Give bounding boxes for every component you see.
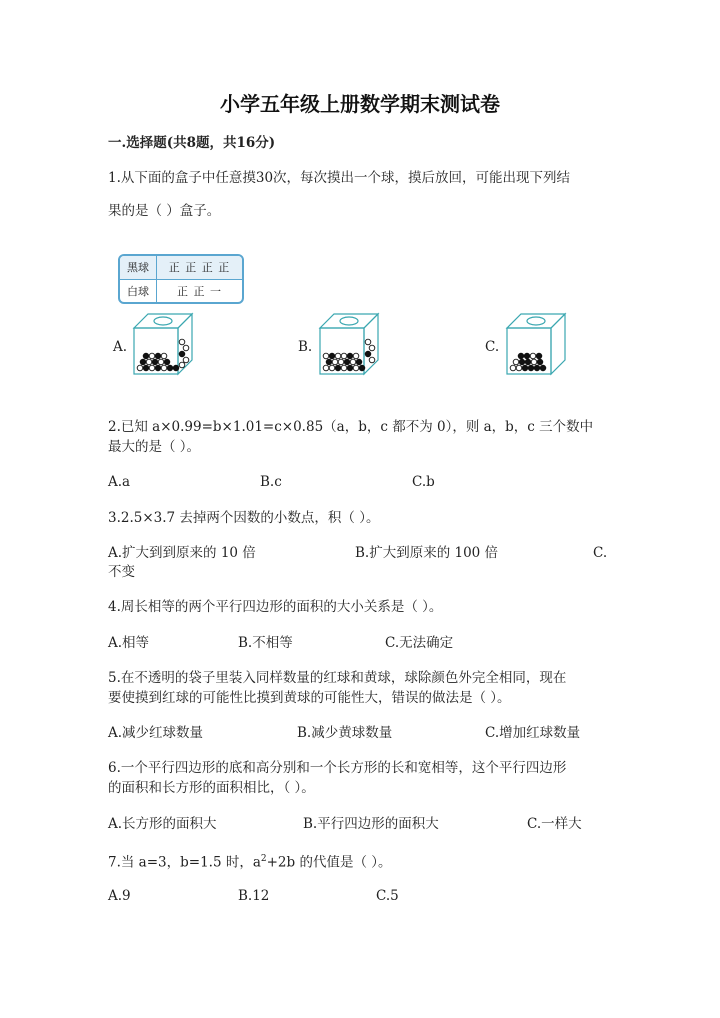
black-ball [143,365,149,371]
option-a[interactable]: A. [113,339,128,355]
white-ball [323,365,329,371]
option-a[interactable]: A.扩大到到原来的 10 倍 [108,545,256,561]
tally-label: 黑球 [120,256,157,279]
black-ball [326,359,332,365]
option-a[interactable]: A.a [108,474,131,490]
option-a[interactable]: A.相等 [108,635,150,651]
black-ball [540,365,546,371]
black-ball [534,365,540,371]
white-ball [516,365,522,371]
white-ball [329,365,335,371]
option-c-text[interactable]: 不变 [108,564,135,580]
white-ball [338,359,344,365]
white-ball [149,353,155,359]
white-ball [353,365,359,371]
box-hole [340,317,358,325]
box-top [320,314,378,328]
black-ball [528,365,534,371]
black-ball [519,359,525,365]
option-c[interactable]: C.增加红球数量 [485,725,581,741]
black-ball [365,351,371,357]
white-ball [341,365,347,371]
black-ball [167,365,173,371]
ball-box-a-image [132,312,194,376]
ball-box-b-image [318,312,380,376]
black-ball [155,365,161,371]
black-ball [335,365,341,371]
tally-marks: 正 正 一 [177,285,222,298]
white-ball [158,359,164,365]
white-ball [146,359,152,365]
white-ball [149,365,155,371]
question-5-text: 5.在不透明的袋子里装入同样数量的红球和黄球，球除颜色外完全相同，现在 [108,670,567,686]
box-side [551,314,565,374]
white-ball [137,365,143,371]
black-ball [164,359,170,365]
option-b[interactable]: B.扩大到原来的 100 倍 [355,545,499,561]
ball-box-c-image [505,312,567,376]
question-6-text: 6.一个平行四边形的底和高分别和一个长方形的长和宽相等，这个平行四边形 [108,760,567,776]
option-c[interactable]: C.无法确定 [385,635,454,651]
box-top [507,314,565,328]
white-ball [513,359,519,365]
box-hole [154,317,172,325]
question-6-text: 的面积和长方形的面积相比，（ ）。 [108,780,315,796]
black-ball [347,365,353,371]
option-c[interactable]: C.一样大 [527,816,582,832]
black-ball [173,365,179,371]
tally-row-white [120,280,242,303]
white-ball [353,353,359,359]
box-hole [527,317,545,325]
option-c[interactable]: C. [485,339,500,355]
option-b[interactable]: B.平行四边形的面积大 [303,816,439,832]
white-ball [341,353,347,359]
q7-exponent: 2 [260,854,267,864]
option-a[interactable]: A.长方形的面积大 [108,816,217,832]
option-b[interactable]: B.12 [238,888,270,904]
black-ball [155,353,161,359]
black-ball [356,359,362,365]
white-ball [369,345,375,351]
white-ball [323,353,329,359]
option-b[interactable]: B.c [260,474,282,490]
question-5-text: 要使摸到红球的可能性比摸到黄球的可能性大，错误的做法是（ ）。 [108,690,511,706]
white-ball [530,353,536,359]
white-ball [179,339,185,345]
black-ball [536,353,542,359]
question-2-text: 最大的是（ ）。 [108,439,201,455]
black-ball [329,353,335,359]
option-b[interactable]: B.不相等 [238,635,293,651]
q7-text-pre: 7.当 a=3，b=1.5 时，a [108,854,261,871]
white-ball [350,359,356,365]
white-ball [161,353,167,359]
tally-label: 白球 [120,280,157,303]
black-ball [359,365,365,371]
white-ball [179,362,185,368]
white-ball [365,339,371,345]
black-ball [347,353,353,359]
question-1-text: 果的是（ ）盒子。 [108,203,221,219]
question-1-text: 1.从下面的盒子中任意摸30次，每次摸出一个球，摸后放回，可能出现下列结 [108,170,571,186]
option-c[interactable]: C. [593,545,608,561]
option-b[interactable]: B.减少黄球数量 [297,725,393,741]
option-a[interactable]: A.减少红球数量 [108,725,204,741]
option-a[interactable]: A.9 [108,888,131,904]
black-ball [143,353,149,359]
page-title: 小学五年级上册数学期末测试卷 [220,92,500,116]
white-ball [335,353,341,359]
option-b[interactable]: B. [298,339,313,355]
question-2-text: 2.已知 a×0.99=b×1.01=c×0.85（a，b，c 都不为 0），则 a，b，c 三个数中 [108,419,594,435]
black-ball [537,359,543,365]
tally-row-black [120,256,242,280]
option-c[interactable]: C.b [412,474,435,490]
black-ball [518,353,524,359]
white-ball [332,359,338,365]
white-ball [510,365,516,371]
box-top [134,314,192,328]
white-ball [183,357,189,363]
black-ball [522,365,528,371]
tally-table [118,254,244,304]
white-ball [161,365,167,371]
question-3-text: 3.2.5×3.7 去掉两个因数的小数点，积（ ）。 [108,510,380,526]
black-ball [152,359,158,365]
white-ball [369,357,375,363]
white-ball [531,359,537,365]
section-heading: 一.选择题(共8题，共16分) [108,135,276,151]
question-7-text [108,849,392,873]
white-ball [183,345,189,351]
option-c[interactable]: C.5 [376,888,399,904]
tally-marks: 正 正 正 正 [168,261,231,274]
question-4-text: 4.周长相等的两个平行四边形的面积的大小关系是（ ）。 [108,599,443,615]
black-ball [179,351,185,357]
black-ball [524,353,530,359]
black-ball [140,359,146,365]
black-ball [525,359,531,365]
q7-text-post: +2b 的代值是（ ）。 [266,854,392,871]
black-ball [344,359,350,365]
